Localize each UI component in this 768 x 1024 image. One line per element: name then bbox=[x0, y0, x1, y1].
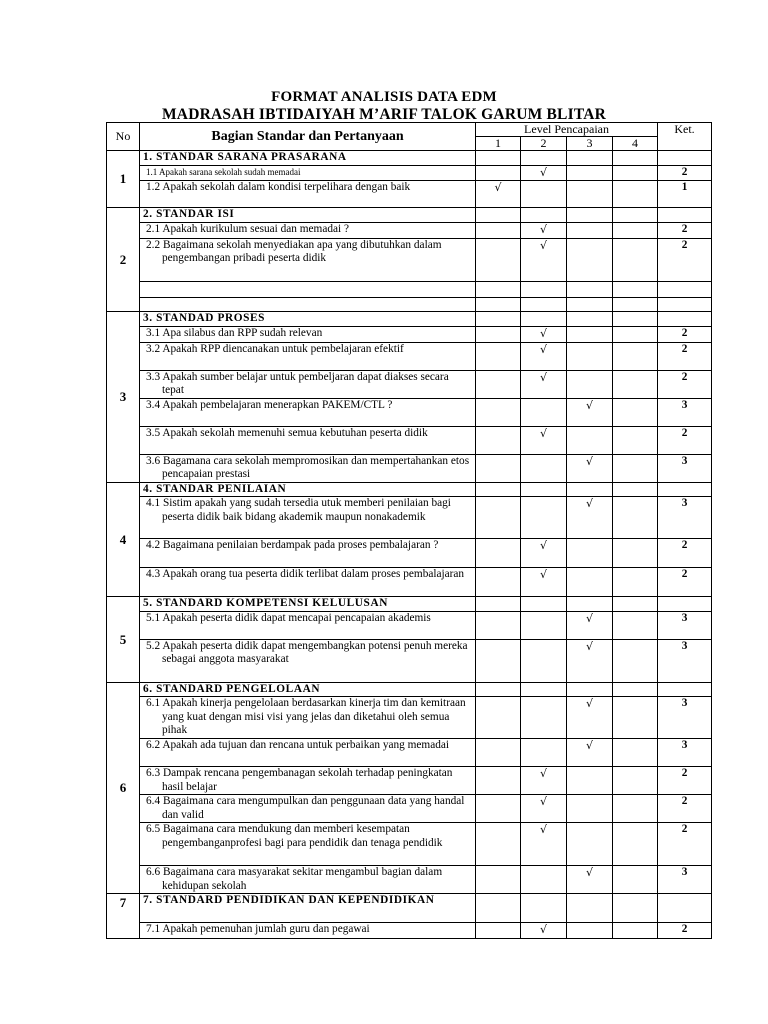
check-mark-icon: √ bbox=[539, 165, 547, 179]
level-3-cell bbox=[567, 181, 613, 208]
level-4-cell bbox=[613, 223, 658, 239]
ket-value: 2 bbox=[658, 823, 712, 866]
document-subtitle: MADRASAH IBTIDAIYAH M’ARIF TALOK GARUM BLITAR bbox=[161, 106, 607, 123]
empty-cell bbox=[140, 297, 476, 312]
level-3-cell bbox=[567, 866, 613, 894]
table-header-row bbox=[107, 123, 712, 137]
question-row bbox=[107, 739, 712, 767]
check-mark-icon: √ bbox=[539, 342, 547, 356]
ket-cell bbox=[658, 597, 712, 612]
level-4-cell bbox=[613, 866, 658, 894]
empty-cell bbox=[140, 281, 476, 297]
header-bagian: Bagian Standar dan Pertanyaan bbox=[140, 123, 476, 151]
level-cell bbox=[476, 682, 521, 697]
section-row bbox=[107, 482, 712, 497]
check-mark-icon: √ bbox=[539, 238, 547, 252]
level-4-cell bbox=[613, 398, 658, 426]
empty-cell bbox=[567, 281, 613, 297]
empty-cell bbox=[567, 297, 613, 312]
ket-value: 2 bbox=[658, 165, 712, 181]
question-text: 1.2 Apakah sekolah dalam kondisi terpelihara dengan baik bbox=[146, 181, 411, 193]
ket-value: 3 bbox=[658, 697, 712, 739]
level-1-cell bbox=[476, 398, 521, 426]
question-cell bbox=[140, 342, 476, 370]
level-1-cell bbox=[476, 611, 521, 639]
section-number: 5 bbox=[107, 597, 140, 683]
level-3-cell bbox=[567, 923, 613, 939]
document-title: FORMAT ANALISIS DATA EDM bbox=[271, 89, 497, 105]
question-cell bbox=[140, 923, 476, 939]
level-2-cell bbox=[521, 181, 567, 208]
question-text: 3.3 Apakah sumber belajar untuk pembeljaran dapat diakses secara tepat bbox=[146, 370, 449, 396]
level-1-cell bbox=[476, 739, 521, 767]
section-title bbox=[140, 208, 476, 223]
check-mark-icon: √ bbox=[539, 426, 547, 440]
level-4-cell bbox=[613, 697, 658, 739]
section-title-text: 2. STANDAR ISI bbox=[143, 208, 235, 220]
question-row bbox=[107, 767, 712, 795]
question-text: 2.1 Apakah kurikulum sesuai dan memadai ? bbox=[146, 223, 349, 235]
level-2-cell bbox=[521, 327, 567, 343]
section-title-text: 1. STANDAR SARANA PRASARANA bbox=[143, 151, 347, 163]
level-1-cell bbox=[476, 426, 521, 454]
section-row bbox=[107, 208, 712, 223]
section-title-text: 7. STANDARD PENDIDIKAN DAN KEPENDIDIKAN bbox=[143, 894, 435, 906]
level-cell bbox=[613, 482, 658, 497]
level-1-cell bbox=[476, 370, 521, 398]
question-text: 6.5 Bagaimana cara mendukung dan memberi kesempatan pengembanganprofesi bagi para pendidik dan tenaga pendidik bbox=[146, 823, 443, 849]
empty-cell bbox=[613, 297, 658, 312]
question-cell bbox=[140, 426, 476, 454]
level-4-cell bbox=[613, 568, 658, 597]
question-cell bbox=[140, 795, 476, 823]
level-1-cell bbox=[476, 342, 521, 370]
section-title bbox=[140, 682, 476, 697]
level-2-cell bbox=[521, 398, 567, 426]
level-2-cell bbox=[521, 795, 567, 823]
level-2-cell bbox=[521, 165, 567, 181]
question-row bbox=[107, 497, 712, 539]
question-text: 2.2 Bagaimana sekolah menyediakan apa yang dibutuhkan dalam pengembangan pribadi peserta didik bbox=[146, 238, 442, 264]
section-number: 1 bbox=[107, 151, 140, 208]
question-cell bbox=[140, 866, 476, 894]
question-row bbox=[107, 223, 712, 239]
check-mark-icon: √ bbox=[539, 539, 547, 552]
ket-cell bbox=[658, 894, 712, 923]
level-3-cell bbox=[567, 165, 613, 181]
ket-value: 2 bbox=[658, 923, 712, 939]
empty-cell bbox=[521, 297, 567, 312]
question-text: 6.6 Bagaimana cara masyarakat sekitar mengambul bagian dalam kehidupan sekolah bbox=[146, 866, 443, 892]
header-no: No bbox=[107, 123, 140, 151]
level-3-cell bbox=[567, 611, 613, 639]
level-4-cell bbox=[613, 181, 658, 208]
level-2-cell bbox=[521, 342, 567, 370]
level-1-cell bbox=[476, 866, 521, 894]
question-text: 1.1 Apakah sarana sekolah sudah memadai bbox=[146, 166, 301, 177]
check-mark-icon: √ bbox=[539, 767, 547, 780]
check-mark-icon: √ bbox=[539, 923, 547, 936]
question-cell bbox=[140, 497, 476, 539]
ket-value: 2 bbox=[658, 767, 712, 795]
check-mark-icon: √ bbox=[494, 181, 502, 194]
ket-value: 3 bbox=[658, 398, 712, 426]
question-text: 3.6 Bagamana cara sekolah mempromosikan dan mempertahankan etos pencapaian prestasi bbox=[146, 454, 470, 480]
ket-value: 3 bbox=[658, 611, 712, 639]
ket-cell bbox=[658, 312, 712, 327]
level-cell bbox=[521, 682, 567, 697]
level-1-cell bbox=[476, 923, 521, 939]
question-row bbox=[107, 923, 712, 939]
check-mark-icon: √ bbox=[585, 697, 593, 710]
header-level-3: 3 bbox=[567, 137, 613, 151]
level-cell bbox=[613, 151, 658, 166]
section-row bbox=[107, 312, 712, 327]
empty-cell bbox=[658, 297, 712, 312]
question-text: 3.2 Apakah RPP diencanakan untuk pembelajaran efektif bbox=[146, 342, 404, 355]
section-number: 3 bbox=[107, 312, 140, 483]
level-cell bbox=[613, 894, 658, 923]
ket-value: 1 bbox=[658, 181, 712, 208]
question-row bbox=[107, 370, 712, 398]
level-4-cell bbox=[613, 923, 658, 939]
ket-value: 3 bbox=[658, 739, 712, 767]
level-3-cell bbox=[567, 639, 613, 682]
level-4-cell bbox=[613, 238, 658, 281]
section-title-text: 4. STANDAR PENILAIAN bbox=[143, 482, 287, 495]
level-2-cell bbox=[521, 426, 567, 454]
check-mark-icon: √ bbox=[585, 739, 593, 752]
question-cell bbox=[140, 454, 476, 482]
section-row bbox=[107, 151, 712, 166]
section-title bbox=[140, 151, 476, 166]
level-2-cell bbox=[521, 497, 567, 539]
question-text: 4.1 Sistim apakah yang sudah tersedia utuk memberi penilaian bagi peserta didik baik bidang akademik maupun nonakademik bbox=[146, 497, 451, 523]
level-3-cell bbox=[567, 223, 613, 239]
question-text: 5.1 Apakah peserta didik dapat mencapai pencapaian akademis bbox=[146, 611, 431, 624]
level-2-cell bbox=[521, 238, 567, 281]
level-3-cell bbox=[567, 327, 613, 343]
section-title-text: 3. STANDAD PROSES bbox=[143, 312, 266, 324]
level-2-cell bbox=[521, 370, 567, 398]
level-4-cell bbox=[613, 497, 658, 539]
level-1-cell bbox=[476, 823, 521, 866]
question-cell bbox=[140, 568, 476, 597]
ket-value: 2 bbox=[658, 238, 712, 281]
question-cell bbox=[140, 767, 476, 795]
level-2-cell bbox=[521, 767, 567, 795]
section-title bbox=[140, 312, 476, 327]
ket-value: 2 bbox=[658, 795, 712, 823]
question-row bbox=[107, 639, 712, 682]
ket-value: 3 bbox=[658, 866, 712, 894]
level-4-cell bbox=[613, 370, 658, 398]
level-2-cell bbox=[521, 697, 567, 739]
question-row bbox=[107, 454, 712, 482]
level-4-cell bbox=[613, 823, 658, 866]
ket-value: 2 bbox=[658, 327, 712, 343]
question-cell bbox=[140, 539, 476, 568]
ket-value: 2 bbox=[658, 223, 712, 239]
level-cell bbox=[521, 894, 567, 923]
level-4-cell bbox=[613, 426, 658, 454]
level-1-cell bbox=[476, 327, 521, 343]
level-2-cell bbox=[521, 823, 567, 866]
question-row bbox=[107, 539, 712, 568]
question-row bbox=[107, 238, 712, 281]
level-2-cell bbox=[521, 739, 567, 767]
question-row bbox=[107, 327, 712, 343]
level-1-cell bbox=[476, 181, 521, 208]
question-cell bbox=[140, 165, 476, 181]
question-cell bbox=[140, 639, 476, 682]
section-row bbox=[107, 682, 712, 697]
level-cell bbox=[521, 208, 567, 223]
question-text: 3.5 Apakah sekolah memenuhi semua kebutuhan peserta didik bbox=[146, 426, 428, 439]
header-ket: Ket. bbox=[658, 123, 712, 151]
check-mark-icon: √ bbox=[539, 795, 547, 808]
question-cell bbox=[140, 223, 476, 239]
level-4-cell bbox=[613, 639, 658, 682]
empty-cell bbox=[476, 281, 521, 297]
level-1-cell bbox=[476, 165, 521, 181]
header-level-4: 4 bbox=[613, 137, 658, 151]
empty-cell bbox=[658, 281, 712, 297]
section-title bbox=[140, 597, 476, 612]
level-3-cell bbox=[567, 697, 613, 739]
level-4-cell bbox=[613, 327, 658, 343]
level-1-cell bbox=[476, 795, 521, 823]
empty-row bbox=[107, 281, 712, 297]
ket-value: 3 bbox=[658, 639, 712, 682]
level-3-cell bbox=[567, 568, 613, 597]
question-row bbox=[107, 697, 712, 739]
question-cell bbox=[140, 823, 476, 866]
level-2-cell bbox=[521, 866, 567, 894]
level-cell bbox=[567, 682, 613, 697]
empty-cell bbox=[476, 297, 521, 312]
level-cell bbox=[567, 894, 613, 923]
ket-value: 2 bbox=[658, 370, 712, 398]
level-2-cell bbox=[521, 923, 567, 939]
question-text: 7.1 Apakah pemenuhan jumlah guru dan pegawai bbox=[146, 923, 370, 935]
check-mark-icon: √ bbox=[539, 327, 547, 340]
question-row bbox=[107, 398, 712, 426]
question-text: 3.4 Apakah pembelajaran menerapkan PAKEM/CTL ? bbox=[146, 398, 393, 411]
level-3-cell bbox=[567, 539, 613, 568]
level-4-cell bbox=[613, 342, 658, 370]
level-cell bbox=[521, 597, 567, 612]
ket-value: 3 bbox=[658, 454, 712, 482]
level-cell bbox=[476, 482, 521, 497]
ket-cell bbox=[658, 482, 712, 497]
question-cell bbox=[140, 697, 476, 739]
question-row bbox=[107, 823, 712, 866]
section-row bbox=[107, 597, 712, 612]
question-row bbox=[107, 181, 712, 208]
check-mark-icon: √ bbox=[585, 454, 593, 468]
section-number: 7 bbox=[107, 894, 140, 939]
level-4-cell bbox=[613, 539, 658, 568]
section-number: 6 bbox=[107, 682, 140, 894]
ket-value: 3 bbox=[658, 497, 712, 539]
level-cell bbox=[613, 597, 658, 612]
header-level: Level Pencapaian bbox=[476, 123, 658, 137]
question-text: 4.3 Apakah orang tua peserta didik terlibat dalam proses pembalajaran bbox=[146, 568, 465, 580]
ket-cell bbox=[658, 151, 712, 166]
table-body bbox=[107, 151, 712, 939]
check-mark-icon: √ bbox=[585, 398, 593, 412]
level-1-cell bbox=[476, 767, 521, 795]
check-mark-icon: √ bbox=[585, 639, 593, 653]
question-text: 6.4 Bagaimana cara mengumpulkan dan penggunaan data yang handal dan valid bbox=[146, 795, 465, 821]
question-cell bbox=[140, 398, 476, 426]
section-number: 4 bbox=[107, 482, 140, 597]
level-cell bbox=[613, 208, 658, 223]
level-cell bbox=[476, 208, 521, 223]
ket-value: 2 bbox=[658, 342, 712, 370]
section-title-text: 6. STANDARD PENGELOLAAN bbox=[143, 682, 321, 695]
question-row bbox=[107, 426, 712, 454]
section-title bbox=[140, 894, 476, 923]
question-cell bbox=[140, 181, 476, 208]
level-1-cell bbox=[476, 454, 521, 482]
question-row bbox=[107, 568, 712, 597]
check-mark-icon: √ bbox=[585, 497, 593, 510]
level-4-cell bbox=[613, 795, 658, 823]
level-2-cell bbox=[521, 568, 567, 597]
question-cell bbox=[140, 739, 476, 767]
header-level-1: 1 bbox=[476, 137, 521, 151]
ket-cell bbox=[658, 682, 712, 697]
empty-row bbox=[107, 297, 712, 312]
section-number: 2 bbox=[107, 208, 140, 312]
level-cell bbox=[476, 151, 521, 166]
ket-value: 2 bbox=[658, 568, 712, 597]
level-cell bbox=[521, 151, 567, 166]
level-2-cell bbox=[521, 454, 567, 482]
section-title-text: 5. STANDARD KOMPETENSI KELULUSAN bbox=[143, 597, 388, 609]
ket-value: 2 bbox=[658, 426, 712, 454]
level-3-cell bbox=[567, 795, 613, 823]
level-3-cell bbox=[567, 426, 613, 454]
level-cell bbox=[521, 312, 567, 327]
level-2-cell bbox=[521, 539, 567, 568]
question-text: 5.2 Apakah peserta didik dapat mengembangkan potensi penuh mereka sebagai anggota masyarakat bbox=[146, 639, 468, 665]
level-3-cell bbox=[567, 342, 613, 370]
level-3-cell bbox=[567, 767, 613, 795]
ket-value: 2 bbox=[658, 539, 712, 568]
level-1-cell bbox=[476, 539, 521, 568]
level-4-cell bbox=[613, 454, 658, 482]
question-text: 6.3 Dampak rencana pengembanagan sekolah terhadap peningkatan hasil belajar bbox=[146, 767, 453, 793]
level-3-cell bbox=[567, 497, 613, 539]
question-row bbox=[107, 611, 712, 639]
question-row bbox=[107, 795, 712, 823]
level-4-cell bbox=[613, 767, 658, 795]
question-text: 6.2 Apakah ada tujuan dan rencana untuk perbaikan yang memadai bbox=[146, 739, 450, 751]
check-mark-icon: √ bbox=[539, 823, 547, 836]
level-cell bbox=[567, 208, 613, 223]
header-level-2: 2 bbox=[521, 137, 567, 151]
level-2-cell bbox=[521, 223, 567, 239]
level-1-cell bbox=[476, 639, 521, 682]
level-3-cell bbox=[567, 739, 613, 767]
check-mark-icon: √ bbox=[585, 866, 593, 879]
question-text: 4.2 Bagaimana penilaian berdampak pada proses pembalajaran ? bbox=[146, 539, 439, 551]
level-3-cell bbox=[567, 238, 613, 281]
check-mark-icon: √ bbox=[585, 611, 593, 625]
level-1-cell bbox=[476, 223, 521, 239]
question-row bbox=[107, 342, 712, 370]
level-cell bbox=[613, 682, 658, 697]
level-cell bbox=[567, 482, 613, 497]
level-2-cell bbox=[521, 611, 567, 639]
level-1-cell bbox=[476, 568, 521, 597]
level-4-cell bbox=[613, 611, 658, 639]
question-text: 6.1 Apakah kinerja pengelolaan berdasarkan kinerja tim dan kemitraan yang kuat dengan misi visi yang jelas dan diketahui oleh semua pihak bbox=[146, 697, 466, 736]
level-1-cell bbox=[476, 497, 521, 539]
level-3-cell bbox=[567, 370, 613, 398]
level-1-cell bbox=[476, 697, 521, 739]
check-mark-icon: √ bbox=[539, 223, 547, 236]
ket-cell bbox=[658, 208, 712, 223]
level-cell bbox=[613, 312, 658, 327]
level-3-cell bbox=[567, 398, 613, 426]
level-cell bbox=[567, 312, 613, 327]
level-4-cell bbox=[613, 739, 658, 767]
section-row bbox=[107, 894, 712, 923]
level-cell bbox=[567, 597, 613, 612]
check-mark-icon: √ bbox=[539, 370, 547, 384]
question-cell bbox=[140, 238, 476, 281]
level-cell bbox=[567, 151, 613, 166]
question-row bbox=[107, 165, 712, 181]
level-cell bbox=[476, 894, 521, 923]
question-row bbox=[107, 866, 712, 894]
question-cell bbox=[140, 327, 476, 343]
level-3-cell bbox=[567, 823, 613, 866]
question-text: 3.1 Apa silabus dan RPP sudah relevan bbox=[146, 327, 323, 339]
level-4-cell bbox=[613, 165, 658, 181]
level-3-cell bbox=[567, 454, 613, 482]
level-cell bbox=[476, 597, 521, 612]
level-1-cell bbox=[476, 238, 521, 281]
level-cell bbox=[521, 482, 567, 497]
empty-cell bbox=[521, 281, 567, 297]
section-title bbox=[140, 482, 476, 497]
level-2-cell bbox=[521, 639, 567, 682]
edm-analysis-table bbox=[106, 122, 712, 939]
empty-cell bbox=[613, 281, 658, 297]
question-cell bbox=[140, 611, 476, 639]
question-cell bbox=[140, 370, 476, 398]
check-mark-icon: √ bbox=[539, 568, 547, 581]
level-cell bbox=[476, 312, 521, 327]
